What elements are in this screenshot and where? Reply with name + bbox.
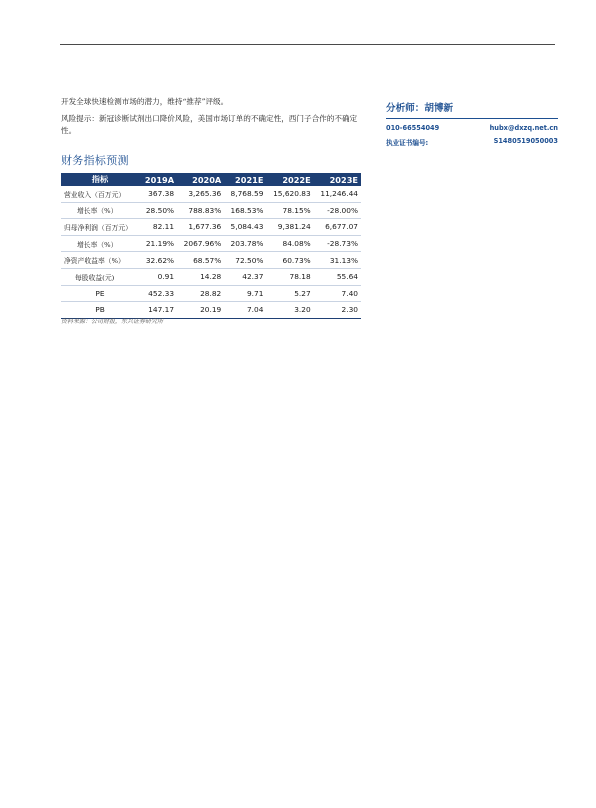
header-cell: 指标 [61, 173, 139, 186]
financial-forecast-table [61, 173, 361, 319]
header-cell: 2022E [266, 173, 313, 186]
table-row [61, 186, 361, 202]
table-cell: 32.62% [139, 252, 177, 269]
table-cell: 3,265.36 [177, 186, 224, 202]
table-cell: 452.33 [139, 285, 177, 302]
table-cell: 28.82 [177, 285, 224, 302]
header-cell: 2019A [139, 173, 177, 186]
cert-label: 执业证书编号: [386, 139, 429, 147]
top-rule [60, 44, 555, 45]
table-cell: 68.57% [177, 252, 224, 269]
table-row [61, 219, 361, 236]
table-cell: 5.27 [266, 285, 313, 302]
cert-number: S1480519050003 [493, 137, 558, 145]
table-row [61, 252, 361, 269]
table-cell: 2067.96% [177, 235, 224, 252]
analyst-title: 分析师：胡博新 [386, 100, 558, 119]
table-cell: 20.19 [177, 302, 224, 319]
table-cell: 9,381.24 [266, 219, 313, 236]
table-row [61, 268, 361, 285]
table-cell: 84.08% [266, 235, 313, 252]
row-label: 净资产收益率（%） [61, 252, 139, 269]
analyst-box [386, 100, 558, 147]
header-cell: 2020A [177, 173, 224, 186]
table-cell: 0.91 [139, 268, 177, 285]
header-cell: 2021E [224, 173, 266, 186]
table-cell: -28.00% [314, 202, 361, 219]
row-label: 增长率（%） [61, 235, 139, 252]
table-cell: 1,677.36 [177, 219, 224, 236]
intro-paragraph: 开发全球快速检测市场的潜力，维持“推荐”评级。 [61, 97, 229, 106]
table-cell: 15,620.83 [266, 186, 313, 202]
table-row [61, 202, 361, 219]
table-row [61, 285, 361, 302]
table-cell: 72.50% [224, 252, 266, 269]
table-cell: 11,246.44 [314, 186, 361, 202]
table-cell: -28.73% [314, 235, 361, 252]
section-title: 财务指标预测 [61, 154, 129, 167]
analyst-contact-row [386, 124, 558, 132]
table-row [61, 235, 361, 252]
table-cell: 168.53% [224, 202, 266, 219]
row-label: 归母净利润（百万元） [61, 219, 139, 236]
table-cell: 7.04 [224, 302, 266, 319]
table-cell: 78.15% [266, 202, 313, 219]
table-cell: 42.37 [224, 268, 266, 285]
table-cell: 2.30 [314, 302, 361, 319]
table-cell: 28.50% [139, 202, 177, 219]
table-cell: 5,084.43 [224, 219, 266, 236]
table-cell: 367.38 [139, 186, 177, 202]
table-cell: 3.20 [266, 302, 313, 319]
table-cell: 60.73% [266, 252, 313, 269]
row-label: 每股收益(元) [61, 268, 139, 285]
header-cell: 2023E [314, 173, 361, 186]
table-cell: 6,677.07 [314, 219, 361, 236]
table-cell: 55.64 [314, 268, 361, 285]
row-label: 营业收入（百万元） [61, 186, 139, 202]
table-cell: 31.13% [314, 252, 361, 269]
risk-paragraph: 风险提示：新冠诊断试剂出口降价风险，美国市场订单的不确定性，西门子合作的不确定性。 [61, 113, 358, 136]
table-cell: 14.28 [177, 268, 224, 285]
table-cell: 78.18 [266, 268, 313, 285]
table-cell: 8,768.59 [224, 186, 266, 202]
row-label: PB [61, 302, 139, 319]
table-cell: 203.78% [224, 235, 266, 252]
table-cell: 788.83% [177, 202, 224, 219]
table-cell: 21.19% [139, 235, 177, 252]
intro-text [61, 96, 361, 142]
table-cell: 7.40 [314, 285, 361, 302]
table-cell: 147.17 [139, 302, 177, 319]
table-header-row [61, 173, 361, 186]
analyst-cert-row [386, 137, 558, 147]
row-label: 增长率（%） [61, 202, 139, 219]
table-cell: 9.71 [224, 285, 266, 302]
analyst-email[interactable]: hubx@dxzq.net.cn [489, 124, 558, 132]
table-cell: 82.11 [139, 219, 177, 236]
source-note: 资料来源：公司财报，东兴证券研究所 [61, 318, 164, 325]
row-label: PE [61, 285, 139, 302]
analyst-phone: 010-66554049 [386, 124, 440, 132]
